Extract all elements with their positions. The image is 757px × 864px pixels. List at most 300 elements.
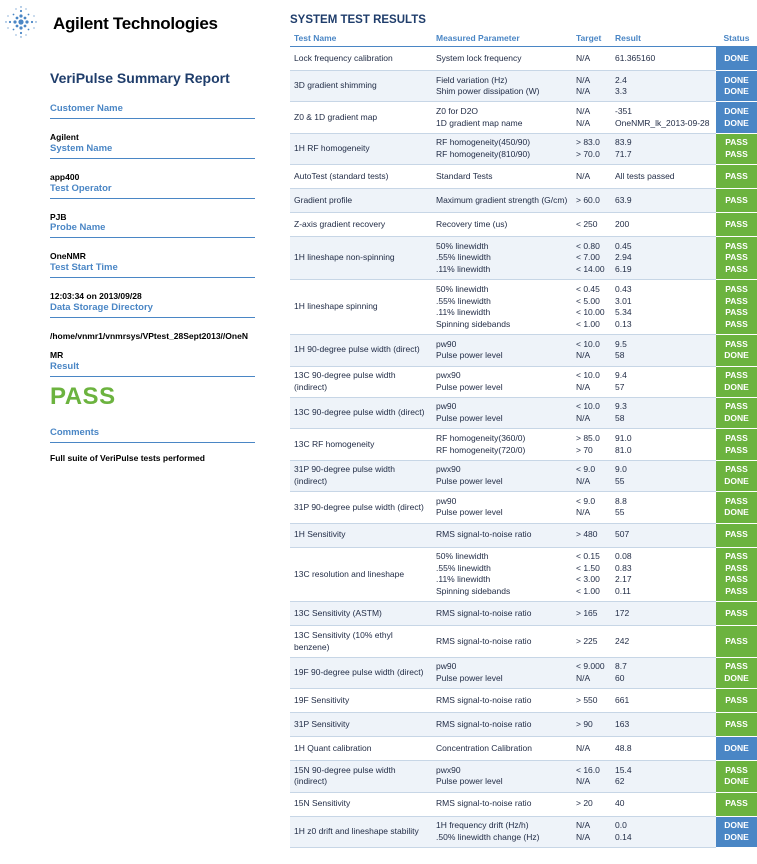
result-line: 200 — [615, 218, 630, 229]
parameter-line: .11% linewidth — [436, 264, 491, 275]
table-row — [290, 689, 757, 713]
table-row — [290, 626, 757, 657]
target-cell — [572, 626, 611, 657]
status-cell — [716, 165, 757, 189]
measured-parameter-cell — [432, 280, 572, 335]
parameter-line: RMS signal-to-noise ratio — [436, 529, 532, 540]
result-cell — [611, 165, 716, 189]
status-line: PASS — [725, 170, 748, 181]
status-badge — [716, 165, 757, 188]
measured-parameter-cell — [432, 237, 572, 280]
status-cell — [716, 602, 757, 626]
target-line: N/A — [576, 117, 591, 128]
status-line: PASS — [725, 764, 748, 775]
result-line: 55 — [615, 475, 625, 486]
status-line: PASS — [725, 635, 748, 646]
target-line: N/A — [576, 507, 591, 518]
status-line: DONE — [724, 831, 749, 842]
result-cell — [611, 657, 716, 688]
measured-parameter-cell — [432, 626, 572, 657]
test-name-cell: 19F Sensitivity — [290, 689, 432, 713]
test-name-cell: Gradient profile — [290, 189, 432, 213]
measured-parameter-cell — [432, 792, 572, 816]
header-test-name: Test Name — [290, 31, 432, 47]
test-name-cell: 13C Sensitivity (ASTM) — [290, 602, 432, 626]
status-line: PASS — [725, 318, 748, 329]
result-line: 58 — [615, 413, 625, 424]
probe-name-value: OneNMR — [50, 251, 86, 261]
status-badge — [716, 461, 757, 491]
parameter-line: Spinning sidebands — [436, 586, 511, 597]
parameter-line: Pulse power level — [436, 776, 503, 787]
target-line: < 16.0 — [576, 764, 600, 775]
header-measured-parameter: Measured Parameter — [432, 31, 572, 47]
header-result: Result — [611, 31, 716, 47]
status-cell — [716, 460, 757, 491]
status-badge — [716, 602, 757, 625]
result-cell — [611, 460, 716, 491]
table-row — [290, 713, 757, 737]
status-badge — [716, 189, 757, 212]
table-row — [290, 816, 757, 847]
storage-dir-field — [50, 302, 255, 365]
target-line: < 9.0 — [576, 464, 596, 475]
status-badge — [716, 626, 757, 656]
table-row — [290, 492, 757, 523]
status-line: DONE — [724, 413, 749, 424]
parameter-line: .55% linewidth — [436, 295, 491, 306]
status-line: DONE — [724, 673, 749, 683]
status-badge — [716, 689, 757, 712]
status-cell — [716, 626, 757, 657]
status-line: DONE — [724, 86, 749, 97]
result-line: 163 — [615, 718, 630, 729]
parameter-line: Spinning sidebands — [436, 318, 511, 329]
test-name-cell: 31P Sensitivity — [290, 713, 432, 737]
parameter-line: RMS signal-to-noise ratio — [436, 798, 532, 809]
parameter-line: RMS signal-to-noise ratio — [436, 718, 532, 729]
customer-name-field — [50, 103, 255, 147]
result-line: 0.45 — [615, 240, 632, 251]
result-line: 81.0 — [615, 444, 632, 455]
status-line: PASS — [725, 661, 748, 672]
measured-parameter-cell — [432, 429, 572, 460]
status-badge — [716, 280, 757, 334]
target-line: N/A — [576, 74, 591, 85]
measured-parameter-cell — [432, 547, 572, 602]
target-cell — [572, 523, 611, 547]
test-name-cell: 1H z0 drift and lineshape stability — [290, 816, 432, 847]
table-row — [290, 237, 757, 280]
status-line: PASS — [725, 401, 748, 412]
result-cell — [611, 547, 716, 602]
target-line: < 9.0 — [576, 495, 596, 506]
parameter-line: .11% linewidth — [436, 307, 491, 318]
comments-label: Comments — [50, 427, 255, 443]
parameter-line: pw90 — [436, 661, 457, 672]
result-cell — [611, 737, 716, 761]
status-cell — [716, 689, 757, 713]
result-line: All tests passed — [615, 170, 675, 181]
parameter-line: Pulse power level — [436, 350, 503, 361]
status-line: DONE — [724, 742, 749, 753]
table-row — [290, 335, 757, 366]
status-badge — [716, 213, 757, 236]
test-name-cell: 1H lineshape non-spinning — [290, 237, 432, 280]
status-line: PASS — [725, 137, 748, 148]
target-line: N/A — [576, 475, 591, 486]
result-line: 507 — [615, 529, 630, 540]
target-line: < 5.00 — [576, 295, 600, 306]
result-line: -351 — [615, 105, 633, 116]
result-line: 57 — [615, 381, 625, 392]
parameter-line: .11% linewidth — [436, 574, 491, 585]
status-line: PASS — [725, 338, 748, 349]
status-line: PASS — [725, 194, 748, 205]
result-cell — [611, 47, 716, 71]
target-line: > 60.0 — [576, 194, 600, 205]
result-cell — [611, 689, 716, 713]
table-row — [290, 102, 757, 133]
start-time-label: Test Start Time — [50, 262, 255, 278]
status-badge — [716, 737, 757, 760]
result-line: OneNMR_lk_2013-09-28 — [615, 117, 710, 128]
status-badge — [716, 817, 757, 847]
status-line: DONE — [724, 74, 749, 85]
result-line: 8.7 — [615, 661, 627, 672]
status-badge — [716, 102, 757, 132]
parameter-line: 50% linewidth — [436, 240, 489, 251]
result-line: 0.0 — [615, 820, 627, 831]
target-cell — [572, 280, 611, 335]
status-line: PASS — [725, 718, 748, 729]
test-name-cell: 1H lineshape spinning — [290, 280, 432, 335]
target-line: < 3.00 — [576, 574, 600, 585]
result-line: 0.14 — [615, 831, 632, 842]
system-name-label: System Name — [50, 143, 255, 159]
measured-parameter-cell — [432, 523, 572, 547]
target-cell — [572, 429, 611, 460]
measured-parameter-cell — [432, 133, 572, 164]
target-cell — [572, 47, 611, 71]
target-cell — [572, 133, 611, 164]
result-line: 71.7 — [615, 149, 632, 160]
target-cell — [572, 237, 611, 280]
measured-parameter-cell — [432, 602, 572, 626]
table-row — [290, 189, 757, 213]
target-line: < 14.00 — [576, 264, 605, 275]
parameter-line: Z0 for D2O — [436, 105, 479, 116]
status-badge — [716, 761, 757, 791]
status-line: PASS — [725, 432, 748, 443]
measured-parameter-cell — [432, 366, 572, 397]
target-line: < 0.15 — [576, 551, 600, 562]
target-line: < 9.000 — [576, 661, 605, 672]
result-cell — [611, 237, 716, 280]
result-line: 83.9 — [615, 137, 632, 148]
status-cell — [716, 492, 757, 523]
status-line: DONE — [724, 350, 749, 361]
status-cell — [716, 737, 757, 761]
result-line: 40 — [615, 798, 625, 809]
test-name-cell: 13C RF homogeneity — [290, 429, 432, 460]
result-line: 60 — [615, 673, 625, 683]
target-line: < 0.45 — [576, 283, 600, 294]
measured-parameter-cell — [432, 816, 572, 847]
table-row — [290, 657, 757, 688]
table-row — [290, 792, 757, 816]
status-badge — [716, 335, 757, 365]
probe-name-field — [50, 222, 255, 266]
result-line: 63.9 — [615, 194, 632, 205]
parameter-line: pwx90 — [436, 764, 461, 775]
status-line: DONE — [724, 105, 749, 116]
table-row — [290, 47, 757, 71]
status-line: DONE — [724, 475, 749, 486]
status-line: DONE — [724, 507, 749, 518]
result-cell — [611, 713, 716, 737]
system-name-value: app400 — [50, 172, 80, 182]
result-line: 9.5 — [615, 338, 627, 349]
parameter-line: RF homogeneity(360/0) — [436, 432, 526, 443]
parameter-line: Pulse power level — [436, 475, 503, 486]
target-line: N/A — [576, 742, 591, 753]
status-cell — [716, 237, 757, 280]
result-cell — [611, 71, 716, 102]
parameter-line: .55% linewidth — [436, 562, 491, 573]
target-cell — [572, 713, 611, 737]
result-line: 3.3 — [615, 86, 627, 97]
test-name-cell: 13C resolution and lineshape — [290, 547, 432, 602]
parameter-line: System lock frequency — [436, 52, 522, 63]
test-name-cell: 13C 90-degree pulse width (indirect) — [290, 366, 432, 397]
target-line: > 480 — [576, 529, 598, 540]
target-line: < 250 — [576, 218, 598, 229]
status-line: PASS — [725, 240, 748, 251]
target-cell — [572, 657, 611, 688]
measured-parameter-cell — [432, 689, 572, 713]
result-line: 9.3 — [615, 401, 627, 412]
table-row — [290, 165, 757, 189]
status-cell — [716, 335, 757, 366]
result-line: 2.17 — [615, 574, 632, 585]
status-line: PASS — [725, 218, 748, 229]
status-line: PASS — [725, 551, 748, 562]
target-line: < 10.00 — [576, 307, 605, 318]
parameter-line: 1D gradient map name — [436, 117, 523, 128]
result-cell — [611, 792, 716, 816]
result-cell — [611, 213, 716, 237]
result-cell — [611, 626, 716, 657]
status-cell — [716, 280, 757, 335]
test-name-cell: Z-axis gradient recovery — [290, 213, 432, 237]
test-name-cell: 19F 90-degree pulse width (direct) — [290, 657, 432, 688]
test-operator-label: Test Operator — [50, 183, 255, 199]
measured-parameter-cell — [432, 213, 572, 237]
parameter-line: Pulse power level — [436, 673, 503, 683]
target-line: > 225 — [576, 635, 598, 646]
target-line: < 10.0 — [576, 401, 600, 412]
target-cell — [572, 689, 611, 713]
target-line: N/A — [576, 673, 591, 683]
target-line: > 85.0 — [576, 432, 600, 443]
status-line: DONE — [724, 776, 749, 787]
status-cell — [716, 366, 757, 397]
target-cell — [572, 102, 611, 133]
status-line: PASS — [725, 495, 748, 506]
result-line: 62 — [615, 776, 625, 787]
status-line: PASS — [725, 586, 748, 597]
status-line: DONE — [724, 381, 749, 392]
status-line: PASS — [725, 283, 748, 294]
result-line: 0.83 — [615, 562, 632, 573]
start-time-value: 12:03:34 on 2013/09/28 — [50, 291, 142, 301]
test-operator-value: PJB — [50, 212, 67, 222]
parameter-line: RF homogeneity(720/0) — [436, 444, 526, 455]
test-name-cell: 15N 90-degree pulse width (indirect) — [290, 761, 432, 792]
result-line: 3.01 — [615, 295, 632, 306]
measured-parameter-cell — [432, 657, 572, 688]
result-line: 48.8 — [615, 742, 632, 753]
target-line: < 1.00 — [576, 318, 600, 329]
result-line: 172 — [615, 608, 630, 619]
target-line: N/A — [576, 831, 591, 842]
target-line: N/A — [576, 820, 591, 831]
test-name-cell: 1H Sensitivity — [290, 523, 432, 547]
result-line: 55 — [615, 507, 625, 518]
test-name-cell: 1H Quant calibration — [290, 737, 432, 761]
result-line: 0.08 — [615, 551, 632, 562]
header-status: Status — [716, 31, 757, 47]
result-line: 2.94 — [615, 252, 632, 263]
status-cell — [716, 429, 757, 460]
status-cell — [716, 189, 757, 213]
target-line: < 10.0 — [576, 338, 600, 349]
status-cell — [716, 133, 757, 164]
target-line: N/A — [576, 170, 591, 181]
parameter-line: Pulse power level — [436, 381, 503, 392]
target-line: > 70 — [576, 444, 593, 455]
target-cell — [572, 761, 611, 792]
status-cell — [716, 816, 757, 847]
result-line: 8.8 — [615, 495, 627, 506]
measured-parameter-cell — [432, 71, 572, 102]
target-line: > 20 — [576, 798, 593, 809]
result-cell — [611, 102, 716, 133]
parameter-line: pwx90 — [436, 370, 461, 381]
result-cell — [611, 523, 716, 547]
result-label: Result — [50, 361, 255, 377]
status-badge — [716, 492, 757, 522]
test-name-cell: 31P 90-degree pulse width (direct) — [290, 492, 432, 523]
customer-name-label: Customer Name — [50, 103, 255, 119]
parameter-line: RMS signal-to-noise ratio — [436, 608, 532, 619]
target-line: < 1.00 — [576, 586, 600, 597]
parameter-line: .50% linewidth change (Hz) — [436, 831, 540, 842]
measured-parameter-cell — [432, 189, 572, 213]
result-line: 5.34 — [615, 307, 632, 318]
results-header-row — [290, 31, 757, 47]
result-cell — [611, 397, 716, 428]
parameter-line: pw90 — [436, 401, 457, 412]
test-name-cell: 3D gradient shimming — [290, 71, 432, 102]
parameter-line: RMS signal-to-noise ratio — [436, 635, 532, 646]
result-line: 0.43 — [615, 283, 632, 294]
parameter-line: Pulse power level — [436, 507, 503, 518]
measured-parameter-cell — [432, 460, 572, 491]
target-line: N/A — [576, 776, 591, 787]
system-name-field — [50, 143, 255, 187]
status-badge — [716, 429, 757, 459]
target-cell — [572, 737, 611, 761]
parameter-line: Shim power dissipation (W) — [436, 86, 540, 97]
target-line: > 83.0 — [576, 137, 600, 148]
status-badge — [716, 71, 757, 101]
status-badge — [716, 47, 757, 70]
table-row — [290, 523, 757, 547]
test-name-cell: 1H RF homogeneity — [290, 133, 432, 164]
status-cell — [716, 761, 757, 792]
test-name-cell: 1H 90-degree pulse width (direct) — [290, 335, 432, 366]
header-target: Target — [572, 31, 611, 47]
target-cell — [572, 71, 611, 102]
target-line: N/A — [576, 105, 591, 116]
status-line: PASS — [725, 798, 748, 809]
table-row — [290, 547, 757, 602]
test-name-cell: AutoTest (standard tests) — [290, 165, 432, 189]
left-panel — [0, 0, 270, 864]
status-badge — [716, 793, 757, 816]
table-row — [290, 133, 757, 164]
measured-parameter-cell — [432, 165, 572, 189]
storage-dir-value: /home/vnmr1/vnmrsys/VPtest_28Sept2013//OneNMR — [50, 331, 248, 360]
results-title: SYSTEM TEST RESULTS — [290, 14, 426, 26]
table-row — [290, 71, 757, 102]
measured-parameter-cell — [432, 737, 572, 761]
test-name-cell: 13C 90-degree pulse width (direct) — [290, 397, 432, 428]
target-cell — [572, 165, 611, 189]
status-line: DONE — [724, 52, 749, 63]
result-cell — [611, 492, 716, 523]
parameter-line: Field variation (Hz) — [436, 74, 508, 85]
result-line: 61.365160 — [615, 52, 656, 63]
result-cell — [611, 335, 716, 366]
status-badge — [716, 713, 757, 736]
result-cell — [611, 189, 716, 213]
status-cell — [716, 792, 757, 816]
target-line: N/A — [576, 350, 591, 361]
target-cell — [572, 816, 611, 847]
parameter-line: Standard Tests — [436, 170, 493, 181]
status-line: PASS — [725, 574, 748, 585]
result-line: 661 — [615, 694, 630, 705]
result-cell — [611, 133, 716, 164]
status-line: PASS — [725, 608, 748, 619]
parameter-line: pwx90 — [436, 464, 461, 475]
status-badge — [716, 367, 757, 397]
status-badge — [716, 658, 757, 688]
target-line: > 90 — [576, 718, 593, 729]
parameter-line: 50% linewidth — [436, 551, 489, 562]
parameter-line: pw90 — [436, 495, 457, 506]
status-cell — [716, 523, 757, 547]
target-cell — [572, 792, 611, 816]
test-name-cell: 15N Sensitivity — [290, 792, 432, 816]
status-line: DONE — [724, 117, 749, 128]
result-cell — [611, 602, 716, 626]
target-line: > 70.0 — [576, 149, 600, 160]
status-badge — [716, 548, 757, 602]
